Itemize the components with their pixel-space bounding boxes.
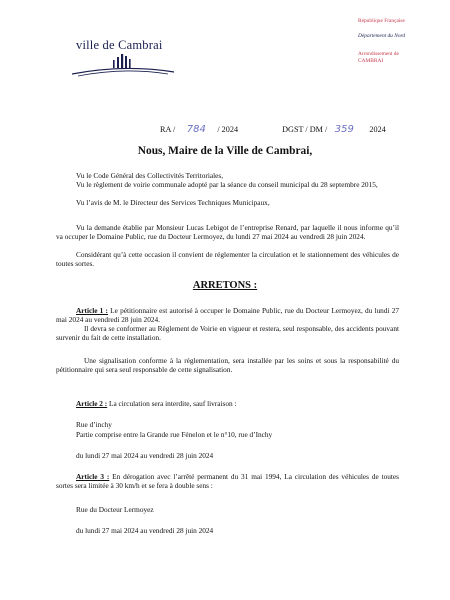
ra-label: RA / — [160, 125, 176, 134]
article-1-text: Le pétitionnaire est autorisé à occuper le Domaine Public, rue du Docteur Lermoyez, du lundi 27 mai 2024 au vendredi 28 juin 2024. — [56, 306, 399, 324]
arrondissement-line2: CAMBRAI — [358, 58, 384, 64]
article-1-signalisation: Une signalisation conforme à la réglementation, sera installée par les soins et sous la responsabilité du pétitionnaire qui sera seul responsable de cette signalisation. — [56, 356, 399, 374]
republique-label: République Française — [358, 18, 405, 24]
dm-number: 359 — [334, 124, 354, 135]
article-3-dates: du lundi 27 mai 2024 au vendredi 28 juin 2024 — [76, 526, 214, 535]
document-title: Nous, Maire de la Ville de Cambrai, — [137, 145, 313, 157]
dgst-label: DGST / DM / — [282, 125, 328, 134]
article-1-label: Article 1 : — [76, 306, 108, 315]
dm-year: 2024 — [369, 125, 386, 134]
city-logo — [70, 38, 180, 78]
logo-text: ville de Cambrai — [76, 38, 163, 52]
arrondissement-line1: Arrondissement de — [358, 51, 399, 57]
vu-avis-directeur: Vu l’avis de M. le Directeur des Services Techniques Municipaux, — [76, 198, 270, 207]
vu-code-general: Vu le Code Général des Collectivités Territoriales, — [76, 171, 224, 180]
article-3 — [56, 472, 399, 490]
article-2-portion: Partie comprise entre la Grande rue Fénelon et le n°10, rue d’Inchy — [76, 430, 273, 439]
article-2-dates: du lundi 27 mai 2024 au vendredi 28 juin 2024 — [76, 451, 214, 460]
article-1 — [56, 306, 399, 324]
reference-line — [160, 124, 386, 135]
article-3-street: Rue du Docteur Lermoyez — [76, 505, 154, 514]
article-2-label: Article 2 : — [76, 399, 108, 408]
vu-reglement-voirie: Vu le règlement de voirie communale adopté par la séance du conseil municipal du 28 septembre 2015, — [76, 180, 378, 189]
article-3-label: Article 3 : — [76, 472, 110, 481]
article-3-text: En dérogation avec l’arrêté permanent du 31 mai 1994, La circulation des véhicules de toutes sortes sera limitée à 30 km/h et se fera à double sens : — [56, 472, 400, 490]
article-2 — [56, 399, 399, 408]
departement-label: Département du Nord — [358, 33, 406, 39]
considerant: Considérant qu’à cette occasion il convient de réglementer la circulation et le stationnement des véhicules de toutes sortes. — [56, 250, 399, 268]
arrondissement-label — [358, 51, 428, 65]
article-1-responsabilite: Il devra se conformer au Règlement de Voirie en vigueur et restera, seul responsable, des accidents pouvant survenir du fait de cette installation. — [56, 324, 399, 342]
article-2-text: La circulation sera interdite, sauf livraison : — [107, 399, 237, 408]
ra-number: 784 — [186, 124, 206, 135]
ra-year: / 2024 — [217, 125, 239, 134]
logo-emblem-icon — [70, 50, 180, 78]
article-2-street: Rue d’inchy — [76, 420, 112, 429]
arretons-heading: ARRETONS : — [192, 280, 258, 291]
vu-demande: Vu la demande établie par Monsieur Lucas Lebigot de l’entreprise Renard, par laquelle il nous informe qu’il va occuper le Domaine Public, rue du Docteur Lermoyez, du lundi 27 mai 2024 au vendredi 28 juin 2024. — [56, 223, 399, 241]
